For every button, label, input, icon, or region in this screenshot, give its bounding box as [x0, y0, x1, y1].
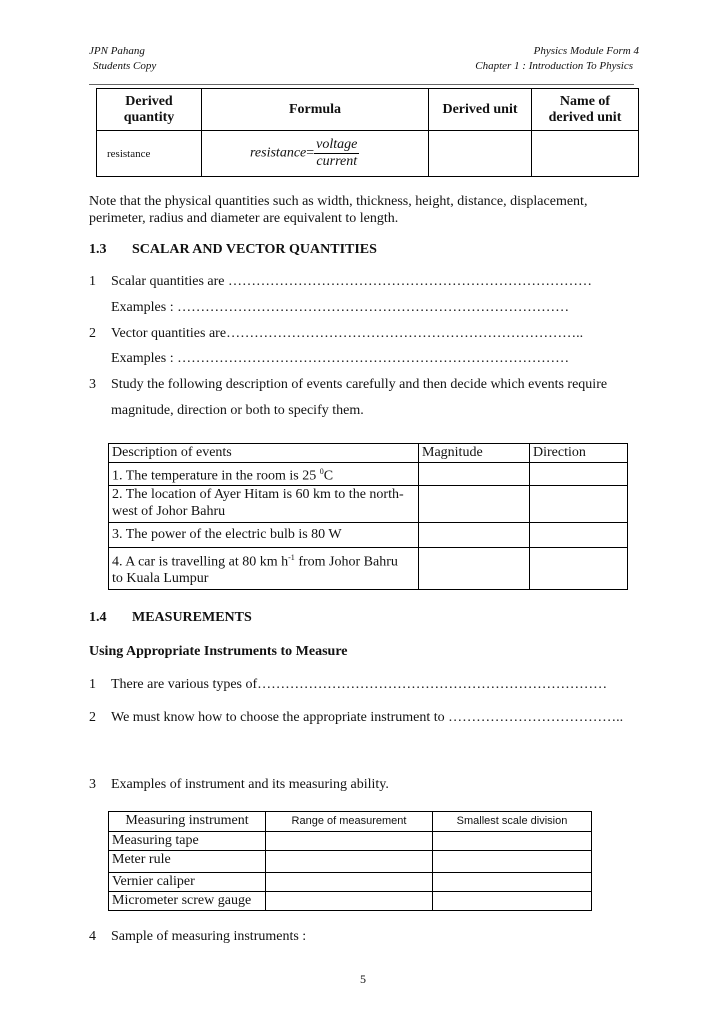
instrument-name: Vernier caliper	[109, 873, 266, 892]
range-cell[interactable]	[266, 892, 433, 911]
derived-quantity-table	[96, 88, 639, 177]
header-derived-line1: Derived	[125, 93, 173, 109]
division-cell[interactable]	[433, 892, 592, 911]
event-text-line2: to Kuala Lumpur	[112, 571, 209, 587]
header-divider	[89, 84, 634, 85]
formula-fraction	[314, 137, 359, 170]
row-quantity: resistance	[97, 131, 202, 177]
instrument-name: Micrometer screw gauge	[109, 892, 266, 911]
header-left-line2: Students Copy	[93, 60, 157, 72]
event-text-line2: west of Johor Bahru	[112, 503, 226, 519]
magnitude-cell[interactable]	[419, 485, 530, 522]
item-number: 1	[89, 677, 96, 692]
name-of-unit-blank[interactable]	[532, 131, 639, 177]
magnitude-cell[interactable]	[419, 463, 530, 486]
scalar-examples-line: Examples : …………………………………………………………………………	[111, 300, 570, 315]
section-1-3-number: 1.3	[89, 242, 107, 257]
study-instruction-line1: Study the following description of events carefully and then decide which events require	[111, 377, 608, 392]
header-right-line1: Physics Module Form 4	[533, 45, 639, 57]
direction-cell[interactable]	[530, 463, 628, 486]
direction-cell[interactable]	[530, 522, 628, 547]
examples-heading: Examples of instrument and its measuring ability.	[111, 777, 389, 792]
range-cell[interactable]	[266, 851, 433, 873]
event-superscript: -1	[288, 552, 295, 562]
header-formula: Formula	[202, 89, 429, 131]
header-description: Description of events	[109, 444, 419, 463]
note-line1: Note that the physical quantities such as width, thickness, height, distance, displacement,	[89, 194, 588, 209]
vector-definition-line: Vector quantities are…………………………………………………………………..	[111, 326, 584, 341]
section-1-4-number: 1.4	[89, 610, 107, 625]
item-number: 3	[89, 777, 96, 792]
magnitude-cell[interactable]	[419, 522, 530, 547]
division-cell[interactable]	[433, 851, 592, 873]
formula-numerator: voltage	[316, 137, 358, 152]
events-table	[108, 443, 628, 590]
types-line: There are various types of…………………………………………………………………	[111, 677, 608, 692]
event-row-3: 3. The power of the electric bulb is 80 W	[109, 522, 419, 547]
header-name-of-derived-unit	[532, 89, 639, 131]
header-derived-line2: quantity	[123, 109, 175, 125]
header-magnitude: Magnitude	[419, 444, 530, 463]
page-number: 5	[360, 972, 366, 986]
event-text: 4. A car is travelling at 80 km h	[112, 554, 289, 570]
choose-instrument-line: We must know how to choose the appropriate instrument to ………………………………..	[111, 710, 624, 725]
item-number: 3	[89, 377, 96, 392]
header-name-line2: derived unit	[548, 109, 622, 125]
subheading: Using Appropriate Instruments to Measure	[89, 644, 348, 659]
range-cell[interactable]	[266, 832, 433, 851]
division-cell[interactable]	[433, 832, 592, 851]
note-line2: perimeter, radius and diameter are equivalent to length.	[89, 211, 399, 226]
header-direction: Direction	[530, 444, 628, 463]
event-text: 1. The temperature in the room is 25	[112, 468, 320, 484]
sample-instruments-line: Sample of measuring instruments :	[111, 929, 307, 944]
direction-cell[interactable]	[530, 485, 628, 522]
event-text: 2. The location of Ayer Hitam is 60 km to the north-	[112, 486, 404, 502]
derived-unit-blank[interactable]	[429, 131, 532, 177]
header-right-line2: Chapter 1 : Introduction To Physics	[475, 60, 633, 72]
formula-denominator: current	[316, 154, 358, 169]
vector-examples-line: Examples : …………………………………………………………………………	[111, 351, 570, 366]
header-derived-quantity	[97, 89, 202, 131]
formula-lhs: resistance	[250, 145, 307, 161]
event-text-after: from Johor Bahru	[294, 554, 398, 570]
event-row-4	[109, 547, 419, 589]
formula-equals: =	[306, 145, 315, 161]
item-number: 4	[89, 929, 96, 944]
event-row-2	[109, 485, 419, 522]
instrument-table	[108, 811, 592, 911]
header-left-line1: JPN Pahang	[89, 45, 145, 57]
item-number: 2	[89, 710, 96, 725]
header-range: Range of measurement	[266, 812, 433, 832]
instrument-name: Meter rule	[109, 851, 266, 873]
header-name-line1: Name of	[559, 93, 611, 109]
study-instruction-line2: magnitude, direction or both to specify them.	[111, 403, 364, 418]
scalar-definition-line: Scalar quantities are ……………………………………………………………………	[111, 274, 593, 289]
header-derived-unit: Derived unit	[429, 89, 532, 131]
event-row-1	[109, 463, 419, 486]
range-cell[interactable]	[266, 873, 433, 892]
header-smallest-division: Smallest scale division	[433, 812, 592, 832]
magnitude-cell[interactable]	[419, 547, 530, 589]
item-number: 2	[89, 326, 96, 341]
formula-cell	[202, 131, 429, 177]
section-1-3-title: SCALAR AND VECTOR QUANTITIES	[132, 242, 377, 257]
direction-cell[interactable]	[530, 547, 628, 589]
header-measuring-instrument: Measuring instrument	[109, 812, 266, 832]
section-1-4-title: MEASUREMENTS	[132, 610, 252, 625]
event-text-after: C	[323, 468, 334, 484]
division-cell[interactable]	[433, 873, 592, 892]
event-superscript: 0	[319, 467, 324, 476]
item-number: 1	[89, 274, 96, 289]
instrument-name: Measuring tape	[109, 832, 266, 851]
